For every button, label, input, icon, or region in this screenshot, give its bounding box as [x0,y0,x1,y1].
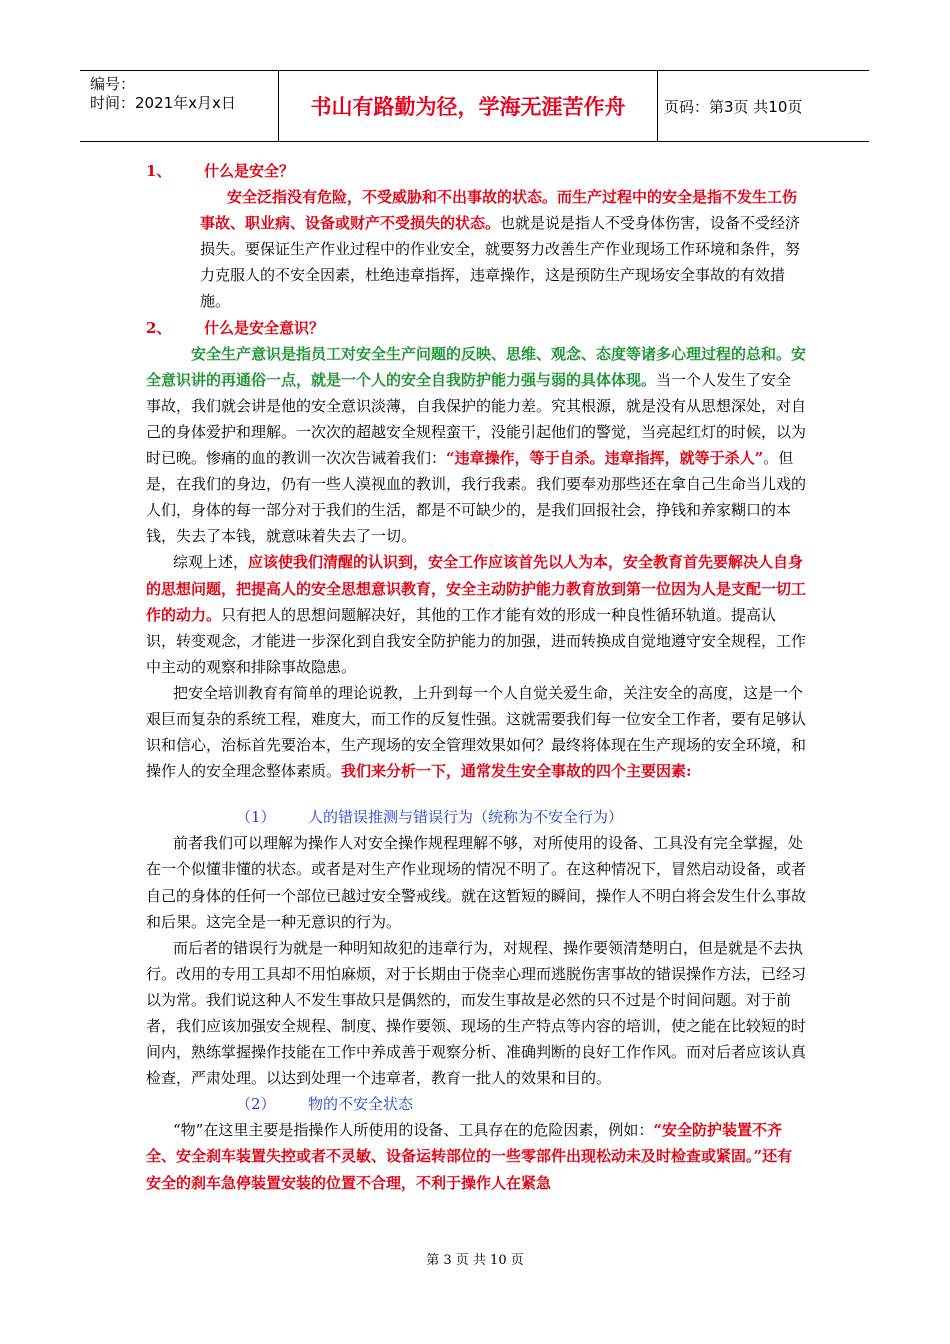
factor-2-number: （2） [236,1095,276,1114]
section-2-number: 2、 [146,318,172,337]
time-label: 时间：2021年x月x日 [90,94,236,112]
training-paragraph [146,680,806,784]
section-2-paragraph [146,341,806,550]
section-1-paragraph [146,184,806,314]
safety-awareness-text-1: 当一个人发生了安全事故，我们就会讲是他的安全意识淡薄，自我保护的能力差。究其根源，就是没有从思想深处，对自己的身体爱护和理解。一次次的超越安全规程蛮干，没能引起他们的警觉，当亮起红灯的时候，以为时已晚。惨痛的血的教训一次次告诫着我们： [146,370,807,468]
document-body [146,158,806,1196]
safety-definition-emphasis: 安全泛指没有危险，不受威胁和不出事故的状态。而生产过程中的安全是指不发生工伤事故、职业病、设备或财产不受损失的状态。 [200,188,798,233]
factor-2-text: “物”在这里主要是指操作人所使用的设备、工具存在的危险因素，例如： [173,1121,654,1140]
header-motto: 书山有路勤为径，学海无涯苦作舟 [279,71,658,141]
summary-lead: 综观上述， [173,553,249,572]
section-1-number: 1、 [146,162,172,180]
factor-1-paragraph-1: 前者我们可以理解为操作人对安全操作规程理解不够，对所使用的设备、工具没有完全掌握，处在一个似懂非懂的状态。或者是对生产作业现场的情况不明了。在这种情况下，冒然启动设备，或者自己的身体的任何一个部位已越过安全警戒线。就在这暂短的瞬间，操作人不明白将会发生什么事故和后果。这完全是一种无意识的行为。 [146,834,807,931]
summary-text: 只有把人的思想问题解决好，其他的工作才能有效的形成一种良性循环轨道。提高认识，转变观念，才能进一步深化到自我安全防护能力的加强，进而转换成自觉地遵守安全规程，工作中主动的观察和排除事故隐患。 [146,605,807,676]
number-label: 编号： [90,75,136,93]
factor-2-emphasis: “安全防护装置不齐全、安全刹车装置失控或者不灵敏、设备运转部位的一些零部件出现松动未及时检查或紧固。”还有安全的刹车急停装置安装的位置不合理，不利于操作人在紧急 [146,1121,793,1192]
header-page-label: 页码：第3页 共10页 [664,97,803,116]
page-footer: 第 3 页 共 10 页 [426,1253,524,1268]
factor-2-paragraph [146,1117,806,1195]
factor-1-paragraph-2: 而后者的错误行为就是一种明知故犯的违章行为，对规程、操作要领清楚明白，但是就是不去执行。改用的专用工具却不用怕麻烦，对于长期由于侥幸心理而逃脱伤害事故的错误操作方法，已经习以为常。我们说这种人不发生事故只是偶然的，而发生事故是必然的只不过是个时间问题。对于前者，我们应该加强安全规程、制度、操作要领、现场的生产特点等内容的培训，使之能在比较短的时间内，熟练掌握操作技能在工作中养成善于观察分析、准确判断的良好工作作风。而对后者应该认真检查，严肃处理。以达到处理一个违章者，教育一批人的效果和目的。 [146,938,807,1088]
header-meta-cell [80,71,279,141]
safety-awareness-text-2: 。但是，在我们的身边，仍有一些人漠视血的教训，我行我素。我们要奉劝那些还在拿自己生命当儿戏的人们，身体的每一部分对于我们的生活，都是不可缺少的，是我们回报社会，挣钱和养家糊口的本钱，失去了本钱，就意味着失去了一切。 [146,449,807,546]
summary-emphasis: 应该使我们清醒的认识到，安全工作应该首先以人为本，安全教育首先要解决人自身的思想问题，把提高人的安全思想意识教育，安全主动防护能力教育放到第一位因为人是支配一切工作的动力。 [146,553,807,624]
safety-definition-text: 也就是说是指人不受身体伤害，设备不受经济损失。要保证生产作业过程中的作业安全，就要努力改善生产作业现场工作环境和条件，努力克服人的不安全因素，杜绝违章指挥，违章操作，这是预防生产现场安全事故的有效措施。 [200,214,801,311]
training-text: 把安全培训教育有简单的理论说教，上升到每一个人自觉关爱生命，关注安全的高度，这是一个艰巨而复杂的系统工程，难度大，而工作的反复性强。这就需要我们每一位安全工作者，要有足够认识和信心，治标首先要治本，生产现场的安全管理效果如何？最终将体现在生产现场的安全环境，和操作人的安全理念整体素质。 [146,683,807,781]
factor-1-heading [146,804,806,830]
factor-1-number: （1） [236,808,276,827]
section-2-heading [146,315,806,341]
safety-quote: “违章操作，等于自杀。违章指挥，就等于杀人” [446,449,764,468]
four-factors-intro: 我们来分析一下，通常发生安全事故的四个主要因素: [341,762,692,781]
section-1-heading [146,158,806,184]
factor-2-title: 物的不安全状态 [308,1095,414,1114]
factor-2-heading [146,1091,806,1117]
summary-paragraph [146,549,806,679]
factor-1-title: 人的错误推测与错误行为（统称为不安全行为） [308,808,624,827]
section-2-title: 什么是安全意识？ [204,318,325,337]
header-table [80,70,869,142]
section-1-title: 什么是安全？ [204,162,295,180]
safety-awareness-emphasis: 安全生产意识是指员工对安全生产问题的反映、思维、观念、态度等诸多心理过程的总和。安全意识讲的再通俗一点，就是一个人的安全自我防护能力强与弱的具体体现。 [146,344,807,389]
